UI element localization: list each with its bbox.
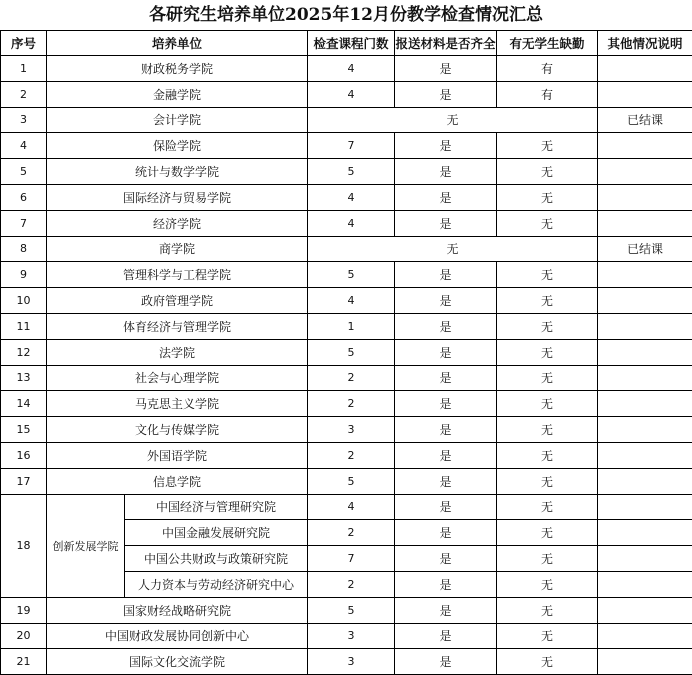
header-unit[interactable]: 培养单位 xyxy=(47,31,308,56)
merged-status-cell[interactable]: 无 xyxy=(308,107,598,133)
materials-cell[interactable]: 是 xyxy=(395,442,497,468)
table-row xyxy=(1,417,692,443)
other-note-cell[interactable] xyxy=(598,468,692,494)
unit-name-cell[interactable]: 法学院 xyxy=(47,339,308,365)
header-other[interactable]: 其他情况说明 xyxy=(598,31,692,56)
other-note-cell[interactable] xyxy=(598,184,692,210)
table-row xyxy=(1,623,692,649)
unit-name-cell[interactable]: 经济学院 xyxy=(47,210,308,236)
table-row xyxy=(1,288,692,314)
absence-cell[interactable]: 无 xyxy=(497,417,598,443)
other-note-cell[interactable] xyxy=(598,365,692,391)
row-number-cell[interactable]: 13 xyxy=(1,365,47,391)
materials-cell[interactable]: 是 xyxy=(395,262,497,288)
materials-cell[interactable]: 是 xyxy=(395,571,497,597)
materials-cell[interactable]: 是 xyxy=(395,159,497,185)
other-note-cell[interactable] xyxy=(598,210,692,236)
courses-count-cell[interactable]: 5 xyxy=(308,262,395,288)
courses-count-cell[interactable]: 7 xyxy=(308,133,395,159)
merged-status-cell[interactable]: 无 xyxy=(308,236,598,262)
table-row xyxy=(1,597,692,623)
table-row xyxy=(1,313,692,339)
courses-count-cell[interactable]: 5 xyxy=(308,339,395,365)
other-note-cell[interactable] xyxy=(598,571,692,597)
absence-cell[interactable]: 无 xyxy=(497,262,598,288)
table-row xyxy=(1,649,692,675)
materials-cell[interactable]: 是 xyxy=(395,546,497,572)
other-note-cell[interactable]: 已结课 xyxy=(598,107,692,133)
other-note-cell[interactable] xyxy=(598,442,692,468)
courses-count-cell[interactable]: 3 xyxy=(308,417,395,443)
sub-unit-name-cell[interactable]: 中国经济与管理研究院 xyxy=(125,494,308,520)
table-row xyxy=(1,184,692,210)
absence-cell[interactable]: 有 xyxy=(497,56,598,82)
materials-cell[interactable]: 是 xyxy=(395,81,497,107)
row-number-cell[interactable]: 10 xyxy=(1,288,47,314)
row-number-cell[interactable]: 6 xyxy=(1,184,47,210)
absence-cell[interactable]: 无 xyxy=(497,365,598,391)
absence-cell[interactable]: 无 xyxy=(497,571,598,597)
other-note-cell[interactable] xyxy=(598,313,692,339)
sheet-title: 各研究生培养单位2025年12月份教学检查情况汇总 xyxy=(0,0,692,30)
row-number-cell[interactable]: 1 xyxy=(1,56,47,82)
courses-count-cell[interactable]: 4 xyxy=(308,288,395,314)
materials-cell[interactable]: 是 xyxy=(395,494,497,520)
absence-cell[interactable]: 无 xyxy=(497,210,598,236)
materials-cell[interactable]: 是 xyxy=(395,339,497,365)
absence-cell[interactable]: 无 xyxy=(497,288,598,314)
materials-cell[interactable]: 是 xyxy=(395,391,497,417)
other-note-cell[interactable] xyxy=(598,56,692,82)
row-number-cell[interactable]: 15 xyxy=(1,417,47,443)
absence-cell[interactable]: 有 xyxy=(497,81,598,107)
row-number-cell[interactable]: 17 xyxy=(1,468,47,494)
other-note-cell[interactable] xyxy=(598,546,692,572)
row-number-cell[interactable]: 14 xyxy=(1,391,47,417)
other-note-cell[interactable] xyxy=(598,494,692,520)
unit-name-cell[interactable]: 保险学院 xyxy=(47,133,308,159)
other-note-cell[interactable] xyxy=(598,391,692,417)
table-row xyxy=(1,210,692,236)
header-absence[interactable]: 有无学生缺勤 xyxy=(497,31,598,56)
unit-name-cell[interactable]: 信息学院 xyxy=(47,468,308,494)
sub-unit-name-cell[interactable]: 中国金融发展研究院 xyxy=(125,520,308,546)
row-number-cell[interactable]: 20 xyxy=(1,623,47,649)
materials-cell[interactable]: 是 xyxy=(395,468,497,494)
courses-count-cell[interactable]: 2 xyxy=(308,571,395,597)
other-note-cell[interactable] xyxy=(598,339,692,365)
other-note-cell[interactable] xyxy=(598,133,692,159)
absence-cell[interactable]: 无 xyxy=(497,159,598,185)
unit-name-cell[interactable]: 统计与数学学院 xyxy=(47,159,308,185)
absence-cell[interactable]: 无 xyxy=(497,597,598,623)
courses-count-cell[interactable]: 5 xyxy=(308,468,395,494)
courses-count-cell[interactable]: 4 xyxy=(308,184,395,210)
materials-cell[interactable]: 是 xyxy=(395,417,497,443)
courses-count-cell[interactable]: 3 xyxy=(308,649,395,675)
courses-count-cell[interactable]: 4 xyxy=(308,56,395,82)
materials-cell[interactable]: 是 xyxy=(395,56,497,82)
header-courses[interactable]: 检查课程门数 xyxy=(308,31,395,56)
table-row xyxy=(1,494,692,520)
materials-cell[interactable]: 是 xyxy=(395,597,497,623)
courses-count-cell[interactable]: 5 xyxy=(308,597,395,623)
table-row xyxy=(1,159,692,185)
materials-cell[interactable]: 是 xyxy=(395,133,497,159)
absence-cell[interactable]: 无 xyxy=(497,184,598,210)
courses-count-cell[interactable]: 1 xyxy=(308,313,395,339)
header-no[interactable]: 序号 xyxy=(1,31,47,56)
sub-unit-name-cell[interactable]: 人力资本与劳动经济研究中心 xyxy=(125,571,308,597)
other-note-cell[interactable] xyxy=(598,623,692,649)
absence-cell[interactable]: 无 xyxy=(497,623,598,649)
absence-cell[interactable]: 无 xyxy=(497,391,598,417)
courses-count-cell[interactable]: 2 xyxy=(308,442,395,468)
unit-name-cell[interactable]: 中国财政发展协同创新中心 xyxy=(47,623,308,649)
absence-cell[interactable]: 无 xyxy=(497,339,598,365)
other-note-cell[interactable] xyxy=(598,159,692,185)
unit-name-cell[interactable]: 商学院 xyxy=(47,236,308,262)
courses-count-cell[interactable]: 4 xyxy=(308,81,395,107)
row-number-cell[interactable]: 8 xyxy=(1,236,47,262)
other-note-cell[interactable] xyxy=(598,417,692,443)
row-number-cell[interactable]: 18 xyxy=(1,494,47,597)
row-number-cell[interactable]: 9 xyxy=(1,262,47,288)
materials-cell[interactable]: 是 xyxy=(395,649,497,675)
unit-name-cell[interactable]: 国际文化交流学院 xyxy=(47,649,308,675)
courses-count-cell[interactable]: 2 xyxy=(308,391,395,417)
row-number-cell[interactable]: 11 xyxy=(1,313,47,339)
courses-count-cell[interactable]: 3 xyxy=(308,623,395,649)
sub-unit-name-cell[interactable]: 中国公共财政与政策研究院 xyxy=(125,546,308,572)
absence-cell[interactable]: 无 xyxy=(497,520,598,546)
table-row xyxy=(1,262,692,288)
table-row xyxy=(1,365,692,391)
unit-name-cell[interactable]: 金融学院 xyxy=(47,81,308,107)
other-note-cell[interactable] xyxy=(598,520,692,546)
table-row xyxy=(1,468,692,494)
courses-count-cell[interactable]: 2 xyxy=(308,520,395,546)
table-row xyxy=(1,391,692,417)
absence-cell[interactable]: 无 xyxy=(497,442,598,468)
summary-table xyxy=(0,30,692,675)
table-row xyxy=(1,56,692,82)
table-row xyxy=(1,107,692,133)
other-note-cell[interactable]: 已结课 xyxy=(598,236,692,262)
unit-name-cell[interactable]: 马克思主义学院 xyxy=(47,391,308,417)
unit-name-cell[interactable]: 文化与传媒学院 xyxy=(47,417,308,443)
materials-cell[interactable]: 是 xyxy=(395,365,497,391)
other-note-cell[interactable] xyxy=(598,288,692,314)
unit-name-cell[interactable]: 国际经济与贸易学院 xyxy=(47,184,308,210)
other-note-cell[interactable] xyxy=(598,649,692,675)
courses-count-cell[interactable]: 2 xyxy=(308,365,395,391)
absence-cell[interactable]: 无 xyxy=(497,649,598,675)
row-number-cell[interactable]: 5 xyxy=(1,159,47,185)
unit-name-cell[interactable]: 财政税务学院 xyxy=(47,56,308,82)
table-row xyxy=(1,339,692,365)
courses-count-cell[interactable]: 7 xyxy=(308,546,395,572)
header-row xyxy=(1,31,692,56)
absence-cell[interactable]: 无 xyxy=(497,494,598,520)
absence-cell[interactable]: 无 xyxy=(497,546,598,572)
materials-cell[interactable]: 是 xyxy=(395,313,497,339)
materials-cell[interactable]: 是 xyxy=(395,623,497,649)
absence-cell[interactable]: 无 xyxy=(497,133,598,159)
absence-cell[interactable]: 无 xyxy=(497,313,598,339)
unit-name-cell[interactable]: 管理科学与工程学院 xyxy=(47,262,308,288)
row-number-cell[interactable]: 7 xyxy=(1,210,47,236)
courses-count-cell[interactable]: 4 xyxy=(308,210,395,236)
other-note-cell[interactable] xyxy=(598,597,692,623)
row-number-cell[interactable]: 3 xyxy=(1,107,47,133)
row-number-cell[interactable]: 12 xyxy=(1,339,47,365)
group-unit-cell[interactable]: 创新发展学院 xyxy=(47,494,125,597)
table-row xyxy=(1,133,692,159)
other-note-cell[interactable] xyxy=(598,262,692,288)
unit-name-cell[interactable]: 体育经济与管理学院 xyxy=(47,313,308,339)
unit-name-cell[interactable]: 政府管理学院 xyxy=(47,288,308,314)
other-note-cell[interactable] xyxy=(598,81,692,107)
table-row xyxy=(1,442,692,468)
courses-count-cell[interactable]: 5 xyxy=(308,159,395,185)
row-number-cell[interactable]: 4 xyxy=(1,133,47,159)
materials-cell[interactable]: 是 xyxy=(395,288,497,314)
row-number-cell[interactable]: 19 xyxy=(1,597,47,623)
table-row xyxy=(1,236,692,262)
row-number-cell[interactable]: 21 xyxy=(1,649,47,675)
unit-name-cell[interactable]: 国家财经战略研究院 xyxy=(47,597,308,623)
unit-name-cell[interactable]: 会计学院 xyxy=(47,107,308,133)
materials-cell[interactable]: 是 xyxy=(395,184,497,210)
table-row xyxy=(1,81,692,107)
materials-cell[interactable]: 是 xyxy=(395,520,497,546)
unit-name-cell[interactable]: 社会与心理学院 xyxy=(47,365,308,391)
materials-cell[interactable]: 是 xyxy=(395,210,497,236)
row-number-cell[interactable]: 16 xyxy=(1,442,47,468)
unit-name-cell[interactable]: 外国语学院 xyxy=(47,442,308,468)
courses-count-cell[interactable]: 4 xyxy=(308,494,395,520)
absence-cell[interactable]: 无 xyxy=(497,468,598,494)
header-materials[interactable]: 报送材料是否齐全 xyxy=(395,31,497,56)
row-number-cell[interactable]: 2 xyxy=(1,81,47,107)
